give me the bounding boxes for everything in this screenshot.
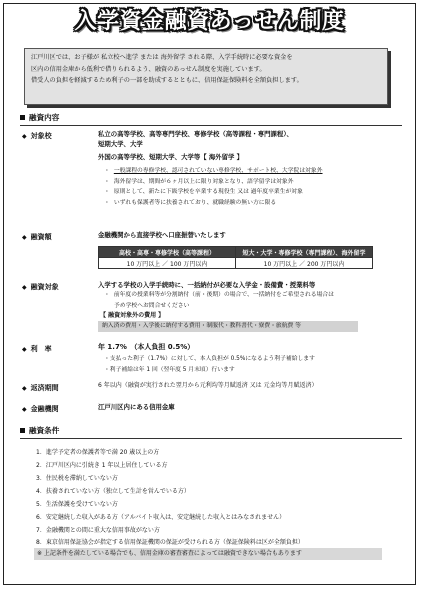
expense-note-1: ・ 前年度の授業料等が分割納付（前・後期）の場合で、一括納付をご希望される場合は — [104, 292, 334, 298]
amount-value-highschool: 10 万円以上 ／ 100 万円以内 — [99, 258, 236, 269]
label-repay: ◆ 返済期間 — [22, 384, 59, 392]
condition-3: 3．住民税を滞納していない方 — [36, 475, 118, 482]
intro-line-3: 借受人の負担を軽減するため利子の一部を助成するとともに、信用保証保険料を全額負担します。 — [31, 77, 303, 84]
label-expense: ◆ 融資対象 — [22, 283, 59, 291]
condition-4: 4．扶養されていない方（独立して生計を営んでいる方） — [36, 488, 190, 495]
square-bullet-icon — [20, 115, 25, 120]
diamond-icon: ◆ — [22, 385, 27, 392]
amount-line: 金融機関から直接学校へ口座振替いたします — [98, 231, 226, 239]
diamond-icon: ◆ — [22, 346, 27, 353]
target-content — [98, 129, 293, 163]
intro-line-1: 江戸川区では、お子様が 私立校へ進学 または 海外留学 される際、入学手続時に必要な資金を — [31, 54, 293, 61]
target-note-3: ・ 原則として、新たに下級学校を卒業する現役生 又は 過年度卒業生が対象 — [104, 189, 303, 195]
label-amount: ◆ 融資額 — [22, 233, 52, 241]
rate-line: 年 1.7% （本人負担 0.5%） — [98, 343, 195, 351]
label-target: ◆ 対象校 — [22, 132, 52, 140]
expense-box-title: 【 融資対象外の費用 】 — [100, 312, 165, 319]
target-line-2: 短期大学、大学 — [98, 140, 143, 149]
target-note-4: ・ いずれも保護者等に扶養されており、就職経験の無い方に限る — [104, 199, 277, 206]
amount-header-university: 短大・大学・専修学校（専門課程）、海外留学 — [236, 247, 373, 258]
expense-note-2: 予め学校へお問合せください — [114, 302, 190, 309]
condition-7: 7．金融機関との間に重大な信用事故がない方 — [36, 527, 160, 534]
target-note-1: ・ 一般課程の専修学校、認可されていない専修学校、サポート校、大学院は対象外 — [104, 168, 323, 174]
condition-1: 1．進学予定者の保護者等で満 20 歳以上の方 — [36, 449, 160, 456]
square-bullet-icon — [20, 428, 25, 433]
target-line-1: 私立の高等学校、高等専門学校、専修学校（高等課程・専門課程）、 — [98, 130, 293, 138]
rate-note-2: ・利子補給は年 1 回（翌年度 5 月末頃）行います — [104, 366, 235, 373]
rate-note-1: ・支払った利子（1.7%）に対して、本人負担が 0.5%になるよう利子補給します — [104, 356, 315, 362]
diamond-icon: ◆ — [22, 284, 27, 291]
expense-line: 入学する学校の入学手続時に、一括納付が必要な入学金・設備費・授業料等 — [98, 281, 316, 289]
amount-header-highschool: 高校・高専・専修学校（高等課程） — [99, 247, 236, 258]
condition-5: 5．生活保護を受けていない方 — [36, 501, 118, 508]
intro-line-2: 区内の信用金庫から低利で借りられるよう、融資のあっせん制度を実施しています。 — [31, 65, 266, 73]
section-heading-conditions: 融資条件 — [20, 425, 402, 439]
expense-notes — [104, 290, 334, 311]
section-heading-loan: 融資内容 — [20, 112, 402, 126]
target-line-3: 外国の高等学校、短期大学、大学等【 海外留学 】 — [98, 153, 244, 162]
conditions-note: ※ 上記条件を満たしている場合でも、信用金庫の審査審査によっては融資できない場合もあります — [34, 548, 382, 560]
target-notes — [104, 166, 323, 208]
amount-value-university: 10 万円以上 ／ 200 万円以内 — [236, 258, 373, 269]
label-bank: ◆ 金融機関 — [22, 405, 59, 413]
amount-table — [98, 246, 373, 269]
intro-box — [24, 48, 388, 105]
diamond-icon: ◆ — [22, 133, 27, 140]
condition-8: 8．東京信用保証協会が指定する信用保証機関の保証が受けられる方（保証保険料は区が全額負担） — [36, 539, 304, 546]
bank-text: 江戸川区内にある信用金庫 — [98, 403, 175, 411]
repay-text: 6 年以内（融資が実行された翌月から元利均等月賦返済 又は 元金均等月賦返済） — [98, 382, 318, 389]
diamond-icon: ◆ — [22, 234, 27, 241]
label-rate: ◆ 利 率 — [22, 345, 52, 353]
page-title: 入学資金融資あっせん制度 — [44, 6, 375, 38]
condition-6: 6．安定継続した収入がある方（アルバイト収入は、安定継続した収入とはみなされません） — [36, 514, 286, 521]
expense-excluded-box: 納入済の費用・入学後に納付する費用・制服代・教科書代・寮費・旅航費 等 — [98, 321, 358, 332]
diamond-icon: ◆ — [22, 406, 27, 413]
rate-notes — [104, 354, 315, 375]
target-note-2: ・ 海外留学は、期間が６ヶ月以上に限り対象となり、語学留学は対象外 — [104, 178, 294, 185]
condition-2: 2．江戸川区内に引続き 1 年以上居住している方 — [36, 462, 168, 469]
